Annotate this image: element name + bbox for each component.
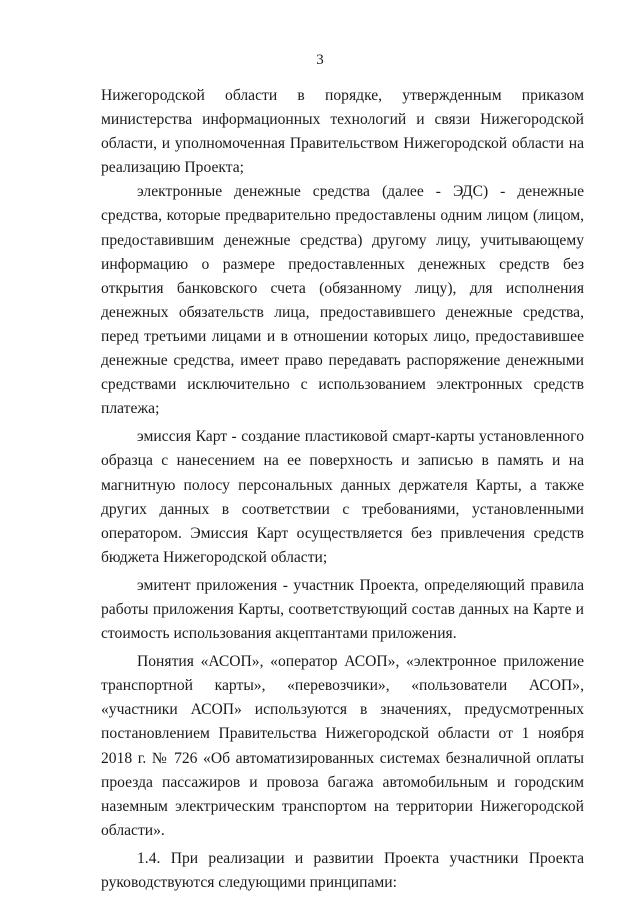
paragraph-eds-definition: электронные денежные средства (далее - ЭДС) - денежные средства, которые предварительно предоставлены одним лицом (лицом, предоставившим денежные средства) другому лицу, учитывающему информацию о размере предоставленных денежных средств без открытия банковского счета (обязанному лицу), для исполнения денежных обязательств лица, предоставившего денежные средства, перед третьими лицами и в отношении которых лицо, предоставившее денежные средства, имеет право передавать распоряжение денежными средствами исключительно с использованием электронных средств платежа;	[101, 183, 584, 418]
paragraph-app-issuer-definition: эмитент приложения - участник Проекта, определяющий правила работы приложения Карты, соответствующий состав данных на Карте и стоимость использования акцептантами приложения.	[101, 576, 584, 643]
paragraph-card-emission-definition: эмиссия Карт - создание пластиковой смарт-карты установленного образца с нанесением на ее поверхность и записью в память и на магнитную полосу персональных данных держателя Карты, а также других данных в соответствии с требованиями, установленными оператором. Эмиссия Карт осуществляется без привлечения средств бюджета Нижегородской области;	[101, 428, 584, 566]
page-number: 3	[316, 52, 324, 68]
paragraph-principles-intro: 1.4. При реализации и развитии Проекта участники Проекта руководствуются следующими принципами:	[101, 849, 584, 891]
paragraph-asop-terms: Понятия «АСОП», «оператор АСОП», «электронное приложение транспортной карты», «перевозчики», «пользователи АСОП», «участники АСОП» используются в значениях, предусмотренных постановлением Правительства Нижегородской области от 1 ноября 2018 г. № 726 «Об автоматизированных системах безналичной оплаты проезда пассажиров и провоза багажа автомобильным и городским наземным электрическим транспортом на территории Нижегородской области».	[101, 653, 584, 839]
document-body	[101, 84, 584, 895]
paragraph-operator-continuation: Нижегородской области в порядке, утвержденным приказом министерства информационных технологий и связи Нижегородской области, и уполномоченная Правительством Нижегородской области на реализацию Проекта;	[101, 87, 584, 177]
